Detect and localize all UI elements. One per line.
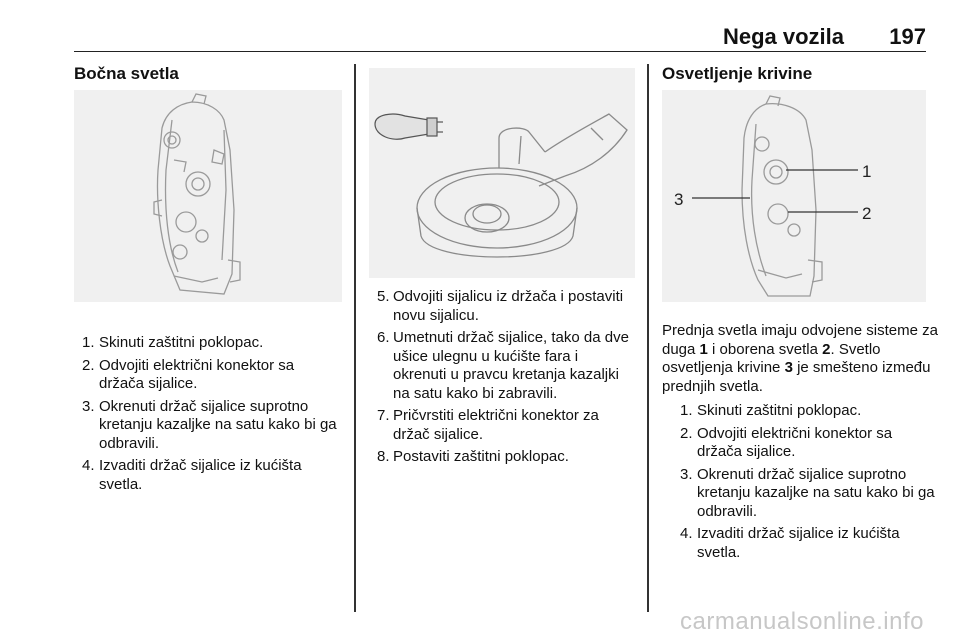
headlamp-drawing (662, 90, 926, 302)
list-item: 1. Skinuti zaštitni poklopac. (680, 402, 862, 419)
callout-3: 3 (674, 190, 684, 209)
page-header (74, 22, 926, 52)
column-side-lights (74, 64, 342, 498)
column-bulb-replacement (369, 64, 635, 471)
list-item: 4. Izvaditi držač sijalice iz kućišta svetla. (680, 525, 900, 561)
cornering-light-steps (662, 402, 938, 562)
column-divider-right (647, 64, 649, 612)
list-item: 2. Odvojiti električni konektor sa držača sijalice. (82, 356, 295, 392)
headlamp-illustration (662, 90, 926, 302)
bulb-holder-illustration (369, 68, 635, 278)
cornering-light-description: Prednja svetla imaju odvojene sisteme za duga 1 i oborena svetla 2. Svetlo osvetljenja krivine 3 je smešteno između prednjih svetla. (662, 322, 938, 395)
cornering-light-title: Osvetljenje krivine (662, 64, 813, 83)
list-item: 2. Odvojiti električni konektor sa držača sijalice. (680, 424, 893, 460)
bulb-holder-drawing (369, 68, 635, 278)
column-cornering-light (662, 64, 938, 566)
side-lights-title: Bočna svetla (74, 64, 179, 83)
callout-1: 1 (862, 162, 872, 181)
list-item: 7. Pričvrstiti električni konektor za držač sijalice. (377, 407, 599, 443)
side-lights-steps (74, 334, 342, 494)
list-item: 3. Okrenuti držač sijalice suprotno kretanju kazaljke na satu kako bi ga odbravili. (82, 397, 337, 452)
bulb-replacement-steps (369, 288, 635, 467)
list-item: 3. Okrenuti držač sijalice suprotno kretanju kazaljke na satu kako bi ga odbravili. (680, 465, 935, 520)
side-light-housing-drawing (74, 90, 342, 302)
list-item: 1. Skinuti zaštitni poklopac. (82, 334, 264, 351)
column-divider-left (354, 64, 356, 612)
page-number: 197 (889, 24, 926, 49)
list-item: 4. Izvaditi držač sijalice iz kućišta svetla. (82, 457, 302, 493)
list-item: 6. Umetnuti držač sijalice, tako da dve ušice ulegnu u kućište fara i okrenuti u pravcu kretanja kazaljki na satu kako bi zabravili. (377, 329, 629, 402)
callout-2: 2 (862, 204, 872, 223)
list-item: 5. Odvojiti sijalicu iz držača i postaviti novu sijalicu. (377, 288, 624, 324)
section-title: Nega vozila (722, 24, 844, 49)
list-item: 8. Postaviti zaštitni poklopac. (377, 448, 569, 465)
watermark: carmanualsonline.info (680, 608, 924, 635)
side-light-illustration (74, 90, 342, 302)
